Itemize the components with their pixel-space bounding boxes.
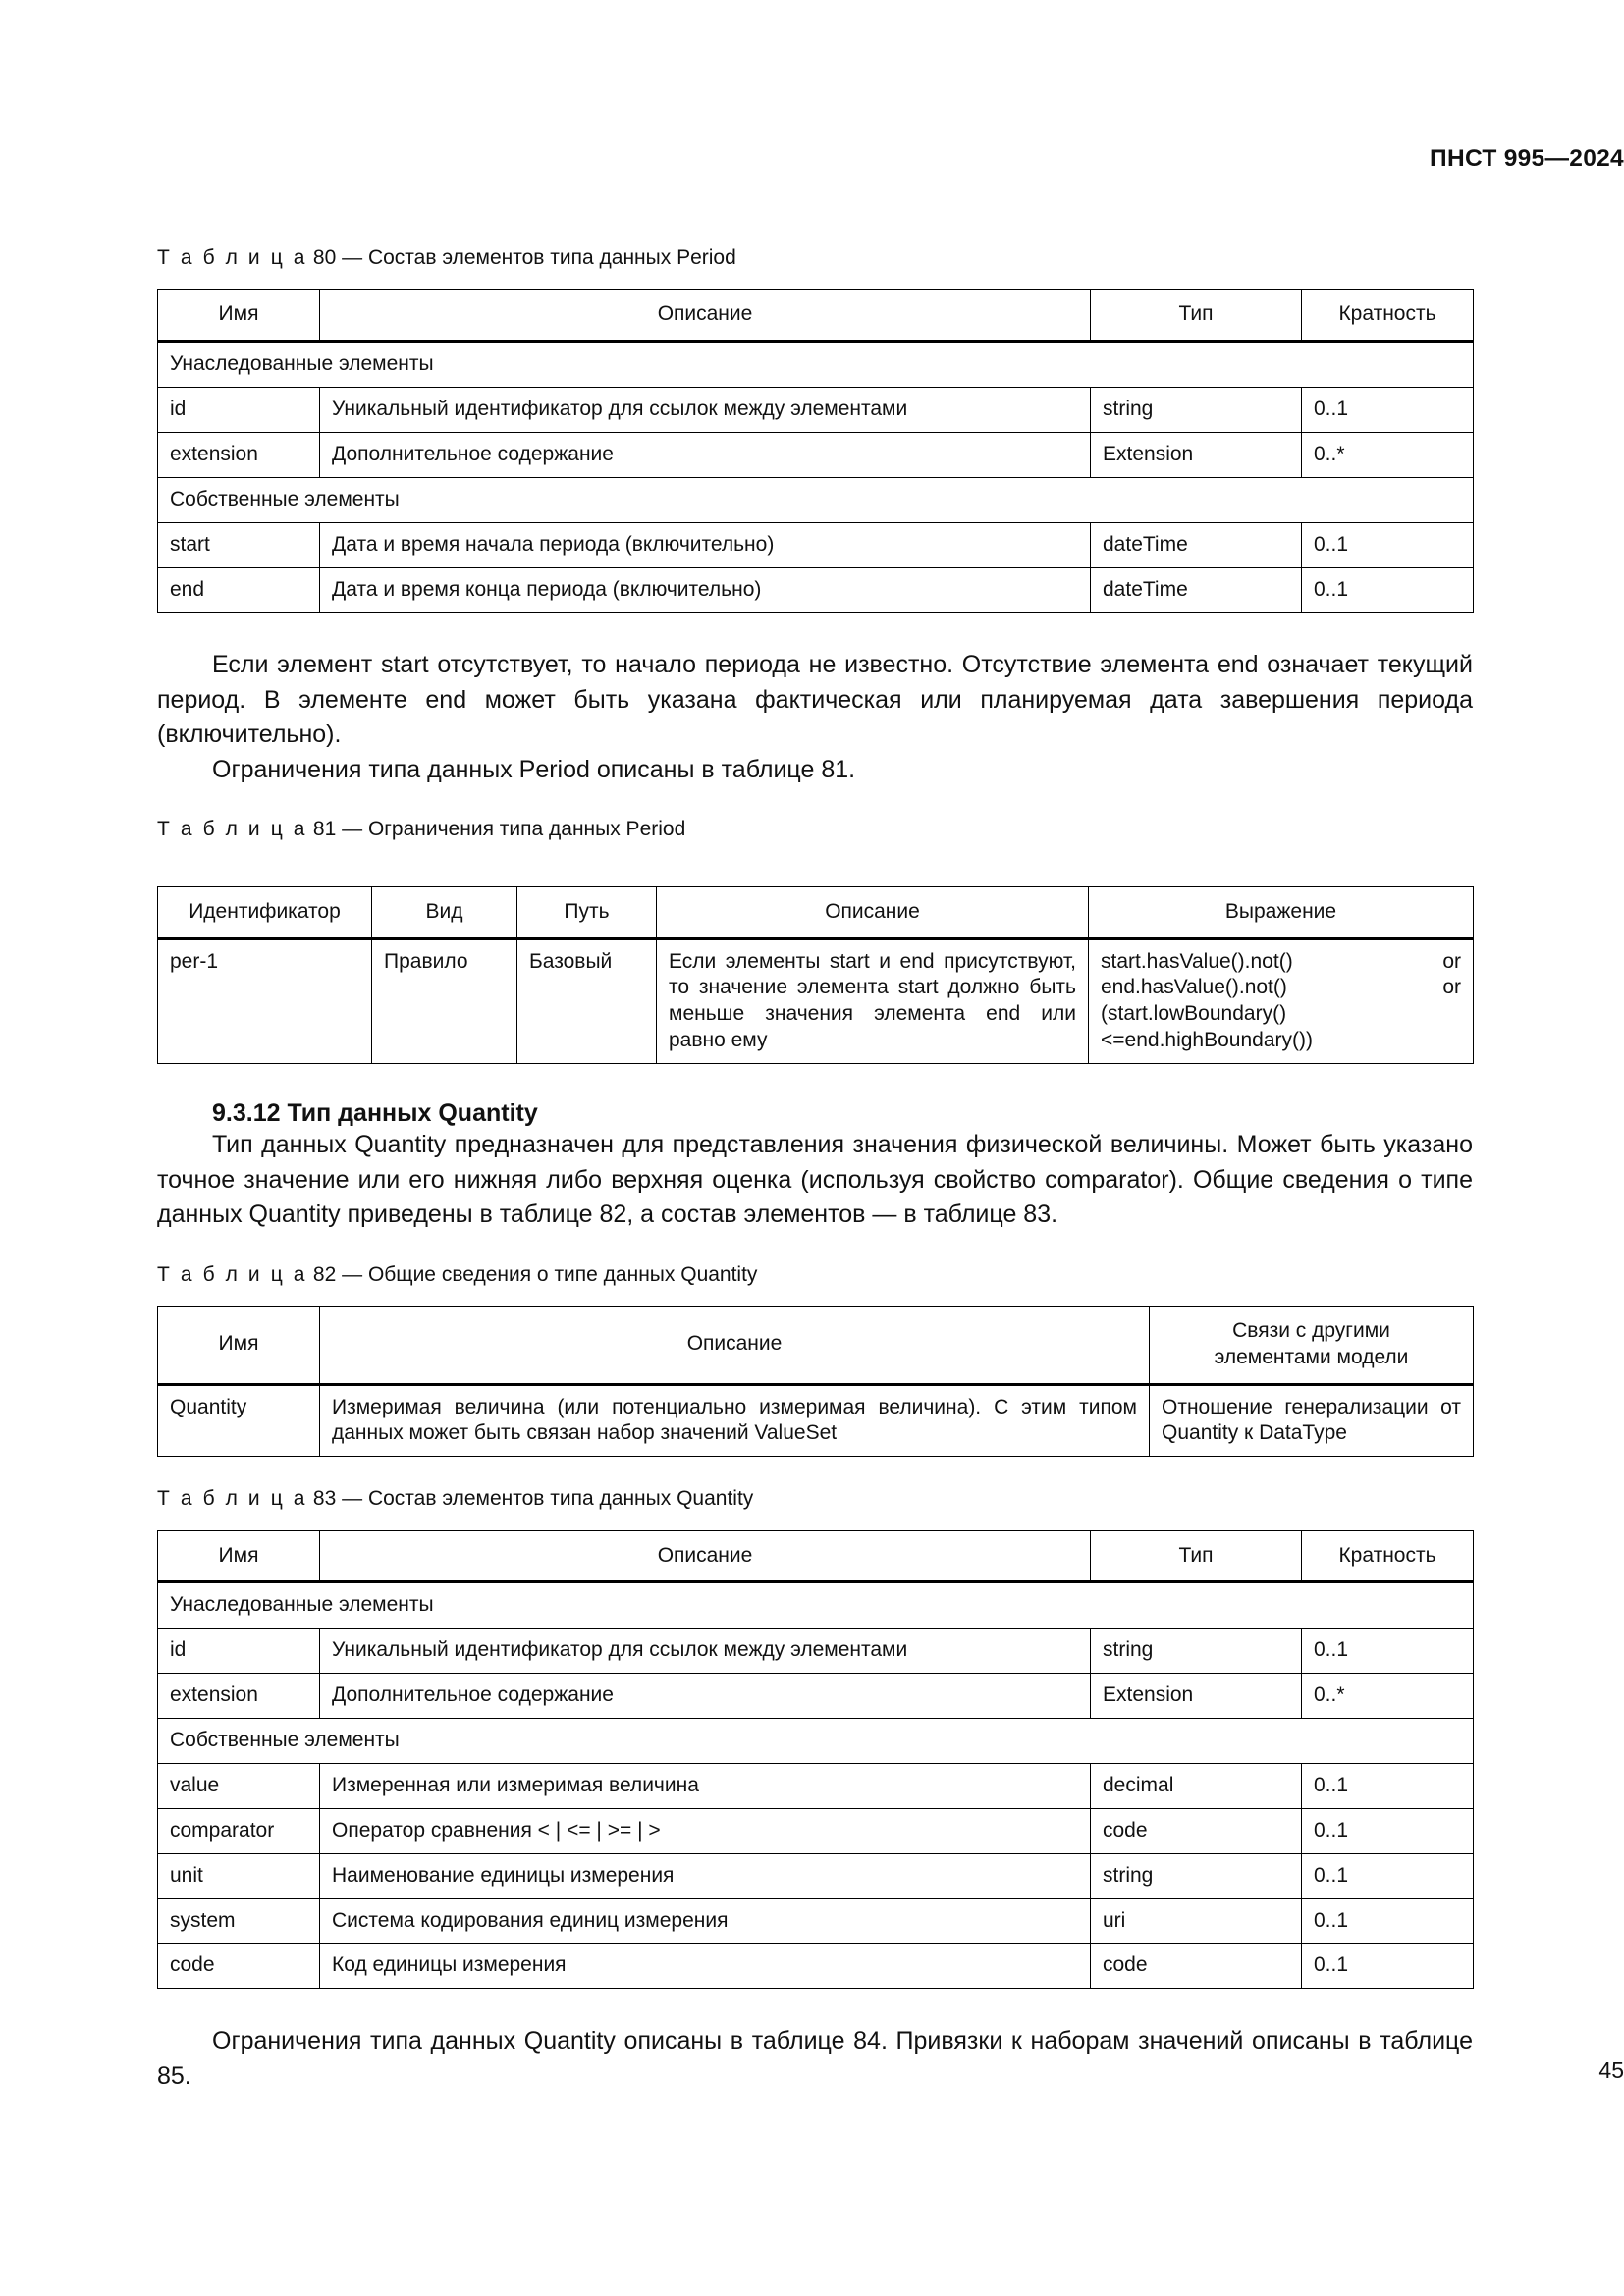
table-row	[158, 1384, 1474, 1457]
table-80-col-type: Тип	[1091, 290, 1302, 342]
table-80-caption	[157, 245, 1473, 271]
cell-description: Наименование единицы измерения	[320, 1853, 1091, 1898]
cell-name: system	[158, 1898, 320, 1944]
table-83	[157, 1530, 1474, 1990]
table-82-caption-text: Общие сведения о типе данных Quantity	[367, 1262, 758, 1286]
table-83-group-title-0: Унаследованные элементы	[158, 1582, 1474, 1629]
cell-identifier: per-1	[158, 938, 372, 1064]
cell-description: Если элементы start и end присутствуют, то значение элемента start должно быть меньше значения элемента end или равно ему	[657, 938, 1089, 1064]
table-row	[158, 1808, 1474, 1853]
cell-expression: start.hasValue().not() or end.hasValue().not() or (start.lowBoundary() <=end.highBoundary())	[1089, 938, 1474, 1064]
cell-name: id	[158, 388, 320, 433]
table-83-col-name: Имя	[158, 1530, 320, 1582]
standard-id: ПНСТ 995—2024	[1430, 145, 1624, 172]
table-82-caption-label: Т а б л и ц а	[157, 1262, 308, 1286]
cell-description: Дата и время конца периода (включительно)	[320, 567, 1091, 613]
table-82-caption-number: 82	[312, 1262, 337, 1286]
cell-path: Базовый	[517, 938, 657, 1064]
table-80-caption-number: 80	[312, 246, 337, 269]
cell-cardinality: 0..*	[1302, 1674, 1474, 1719]
table-82-col-relations-line1: Связи с другими	[1232, 1318, 1390, 1342]
cell-cardinality: 0..1	[1302, 1853, 1474, 1898]
table-83-caption-dash: —	[342, 1487, 363, 1511]
cell-description: Дополнительное содержание	[320, 432, 1091, 477]
cell-description: Оператор сравнения < | <= | >= | >	[320, 1808, 1091, 1853]
table-82-col-relations-line2: элементами модели	[1214, 1345, 1409, 1368]
cell-name: extension	[158, 1674, 320, 1719]
cell-cardinality: 0..1	[1302, 388, 1474, 433]
table-row	[158, 567, 1474, 613]
cell-description: Дополнительное содержание	[320, 1674, 1091, 1719]
table-83-caption	[157, 1486, 1473, 1512]
table-row	[158, 1944, 1474, 1989]
table-82	[157, 1306, 1474, 1458]
table-82-caption-dash: —	[342, 1262, 363, 1286]
cell-name: comparator	[158, 1808, 320, 1853]
table-row-group	[158, 342, 1474, 388]
table-80-col-cardinality: Кратность	[1302, 290, 1474, 342]
table-83-caption-label: Т а б л и ц а	[157, 1487, 308, 1511]
table-80-caption-dash: —	[342, 246, 363, 269]
table-80-group-title-0: Унаследованные элементы	[158, 342, 1474, 388]
cell-name: extension	[158, 432, 320, 477]
table-80-caption-text: Состав элементов типа данных Period	[367, 246, 736, 269]
cell-description: Уникальный идентификатор для ссылок между элементами	[320, 1629, 1091, 1674]
section-heading-9-3-12: 9.3.12 Тип данных Quantity	[212, 1099, 538, 1127]
table-81-col-identifier: Идентификатор	[158, 886, 372, 938]
table-row	[158, 1898, 1474, 1944]
table-80-header-row	[158, 290, 1474, 342]
table-row-group	[158, 1719, 1474, 1764]
section-paragraph: Тип данных Quantity предназначен для представления значения физической величины. Может быть указано точное значение или его нижняя либо верхняя оценка (используя свойство comparator). Общие сведения о типе данных Quantity приведены в таблице 82, а состав элементов — в таблице 83.	[157, 1131, 1473, 1228]
cell-description: Уникальный идентификатор для ссылок между элементами	[320, 388, 1091, 433]
table-row-group	[158, 477, 1474, 522]
cell-cardinality: 0..1	[1302, 1898, 1474, 1944]
cell-type: dateTime	[1091, 567, 1302, 613]
table-81-col-kind: Вид	[372, 886, 517, 938]
table-row	[158, 938, 1474, 1064]
running-header	[308, 145, 1624, 173]
cell-type: code	[1091, 1944, 1302, 1989]
table-80	[157, 289, 1474, 613]
paragraph-period-1: Если элемент start отсутствует, то начало периода не известно. Отсутствие элемента end означает текущий период. В элементе end может быть указана фактическая или планируемая дата завершения периода (включительно).	[157, 651, 1473, 749]
table-81-caption	[157, 817, 1473, 842]
cell-cardinality: 0..1	[1302, 1763, 1474, 1808]
cell-name: end	[158, 567, 320, 613]
cell-cardinality: 0..1	[1302, 567, 1474, 613]
table-81-col-expression: Выражение	[1089, 886, 1474, 938]
table-83-group-title-1: Собственные элементы	[158, 1719, 1474, 1764]
cell-type: string	[1091, 1629, 1302, 1674]
table-81-col-description: Описание	[657, 886, 1089, 938]
cell-type: Extension	[1091, 432, 1302, 477]
cell-description: Система кодирования единиц измерения	[320, 1898, 1091, 1944]
cell-description: Дата и время начала периода (включительно)	[320, 522, 1091, 567]
cell-kind: Правило	[372, 938, 517, 1064]
table-81-caption-dash: —	[342, 818, 363, 841]
cell-type: string	[1091, 1853, 1302, 1898]
table-row	[158, 1674, 1474, 1719]
paragraph-quantity-tail: Ограничения типа данных Quantity описаны в таблице 84. Привязки к наборам значений описаны в таблице 85.	[157, 2027, 1473, 2090]
table-81-header-row	[158, 886, 1474, 938]
table-83-header-row	[158, 1530, 1474, 1582]
table-81-caption-text: Ограничения типа данных Period	[367, 818, 686, 841]
cell-cardinality: 0..1	[1302, 1944, 1474, 1989]
table-row	[158, 388, 1474, 433]
cell-cardinality: 0..1	[1302, 522, 1474, 567]
table-row-group	[158, 1582, 1474, 1629]
table-row	[158, 432, 1474, 477]
table-row	[158, 1763, 1474, 1808]
table-row	[158, 1629, 1474, 1674]
table-82-caption	[157, 1262, 1473, 1288]
table-80-group-title-1: Собственные элементы	[158, 477, 1474, 522]
cell-type: uri	[1091, 1898, 1302, 1944]
table-80-col-description: Описание	[320, 290, 1091, 342]
table-82-col-relations	[1150, 1306, 1474, 1384]
cell-description: Измеренная или измеримая величина	[320, 1763, 1091, 1808]
cell-cardinality: 0..1	[1302, 1808, 1474, 1853]
table-81-caption-label: Т а б л и ц а	[157, 818, 308, 841]
table-80-caption-label: Т а б л и ц а	[157, 246, 308, 269]
cell-name: id	[158, 1629, 320, 1674]
cell-description: Измеримая величина (или потенциально измеримая величина). С этим типом данных может быть связан набор значений ValueSet	[320, 1384, 1150, 1457]
table-82-col-name: Имя	[158, 1306, 320, 1384]
table-83-col-description: Описание	[320, 1530, 1091, 1582]
cell-cardinality: 0..*	[1302, 432, 1474, 477]
cell-name: value	[158, 1763, 320, 1808]
table-83-caption-number: 83	[312, 1487, 337, 1511]
cell-type: string	[1091, 388, 1302, 433]
cell-name: code	[158, 1944, 320, 1989]
table-row	[158, 522, 1474, 567]
page-body	[157, 245, 1473, 2094]
cell-name: start	[158, 522, 320, 567]
table-83-col-cardinality: Кратность	[1302, 1530, 1474, 1582]
paragraph-period-2: Ограничения типа данных Period описаны в таблице 81.	[212, 755, 856, 783]
table-80-col-name: Имя	[158, 290, 320, 342]
cell-description: Код единицы измерения	[320, 1944, 1091, 1989]
cell-name: Quantity	[158, 1384, 320, 1457]
table-81	[157, 886, 1474, 1064]
cell-type: code	[1091, 1808, 1302, 1853]
cell-relations: Отношение генерализации от Quantity к DataType	[1150, 1384, 1474, 1457]
cell-type: Extension	[1091, 1674, 1302, 1719]
table-83-col-type: Тип	[1091, 1530, 1302, 1582]
table-82-header-row	[158, 1306, 1474, 1384]
table-82-col-description: Описание	[320, 1306, 1150, 1384]
table-83-caption-text: Состав элементов типа данных Quantity	[367, 1487, 754, 1511]
page-number: 45	[1598, 2057, 1624, 2083]
table-81-col-path: Путь	[517, 886, 657, 938]
table-81-caption-number: 81	[312, 818, 337, 841]
cell-name: unit	[158, 1853, 320, 1898]
table-row	[158, 1853, 1474, 1898]
cell-cardinality: 0..1	[1302, 1629, 1474, 1674]
cell-type: dateTime	[1091, 522, 1302, 567]
cell-type: decimal	[1091, 1763, 1302, 1808]
